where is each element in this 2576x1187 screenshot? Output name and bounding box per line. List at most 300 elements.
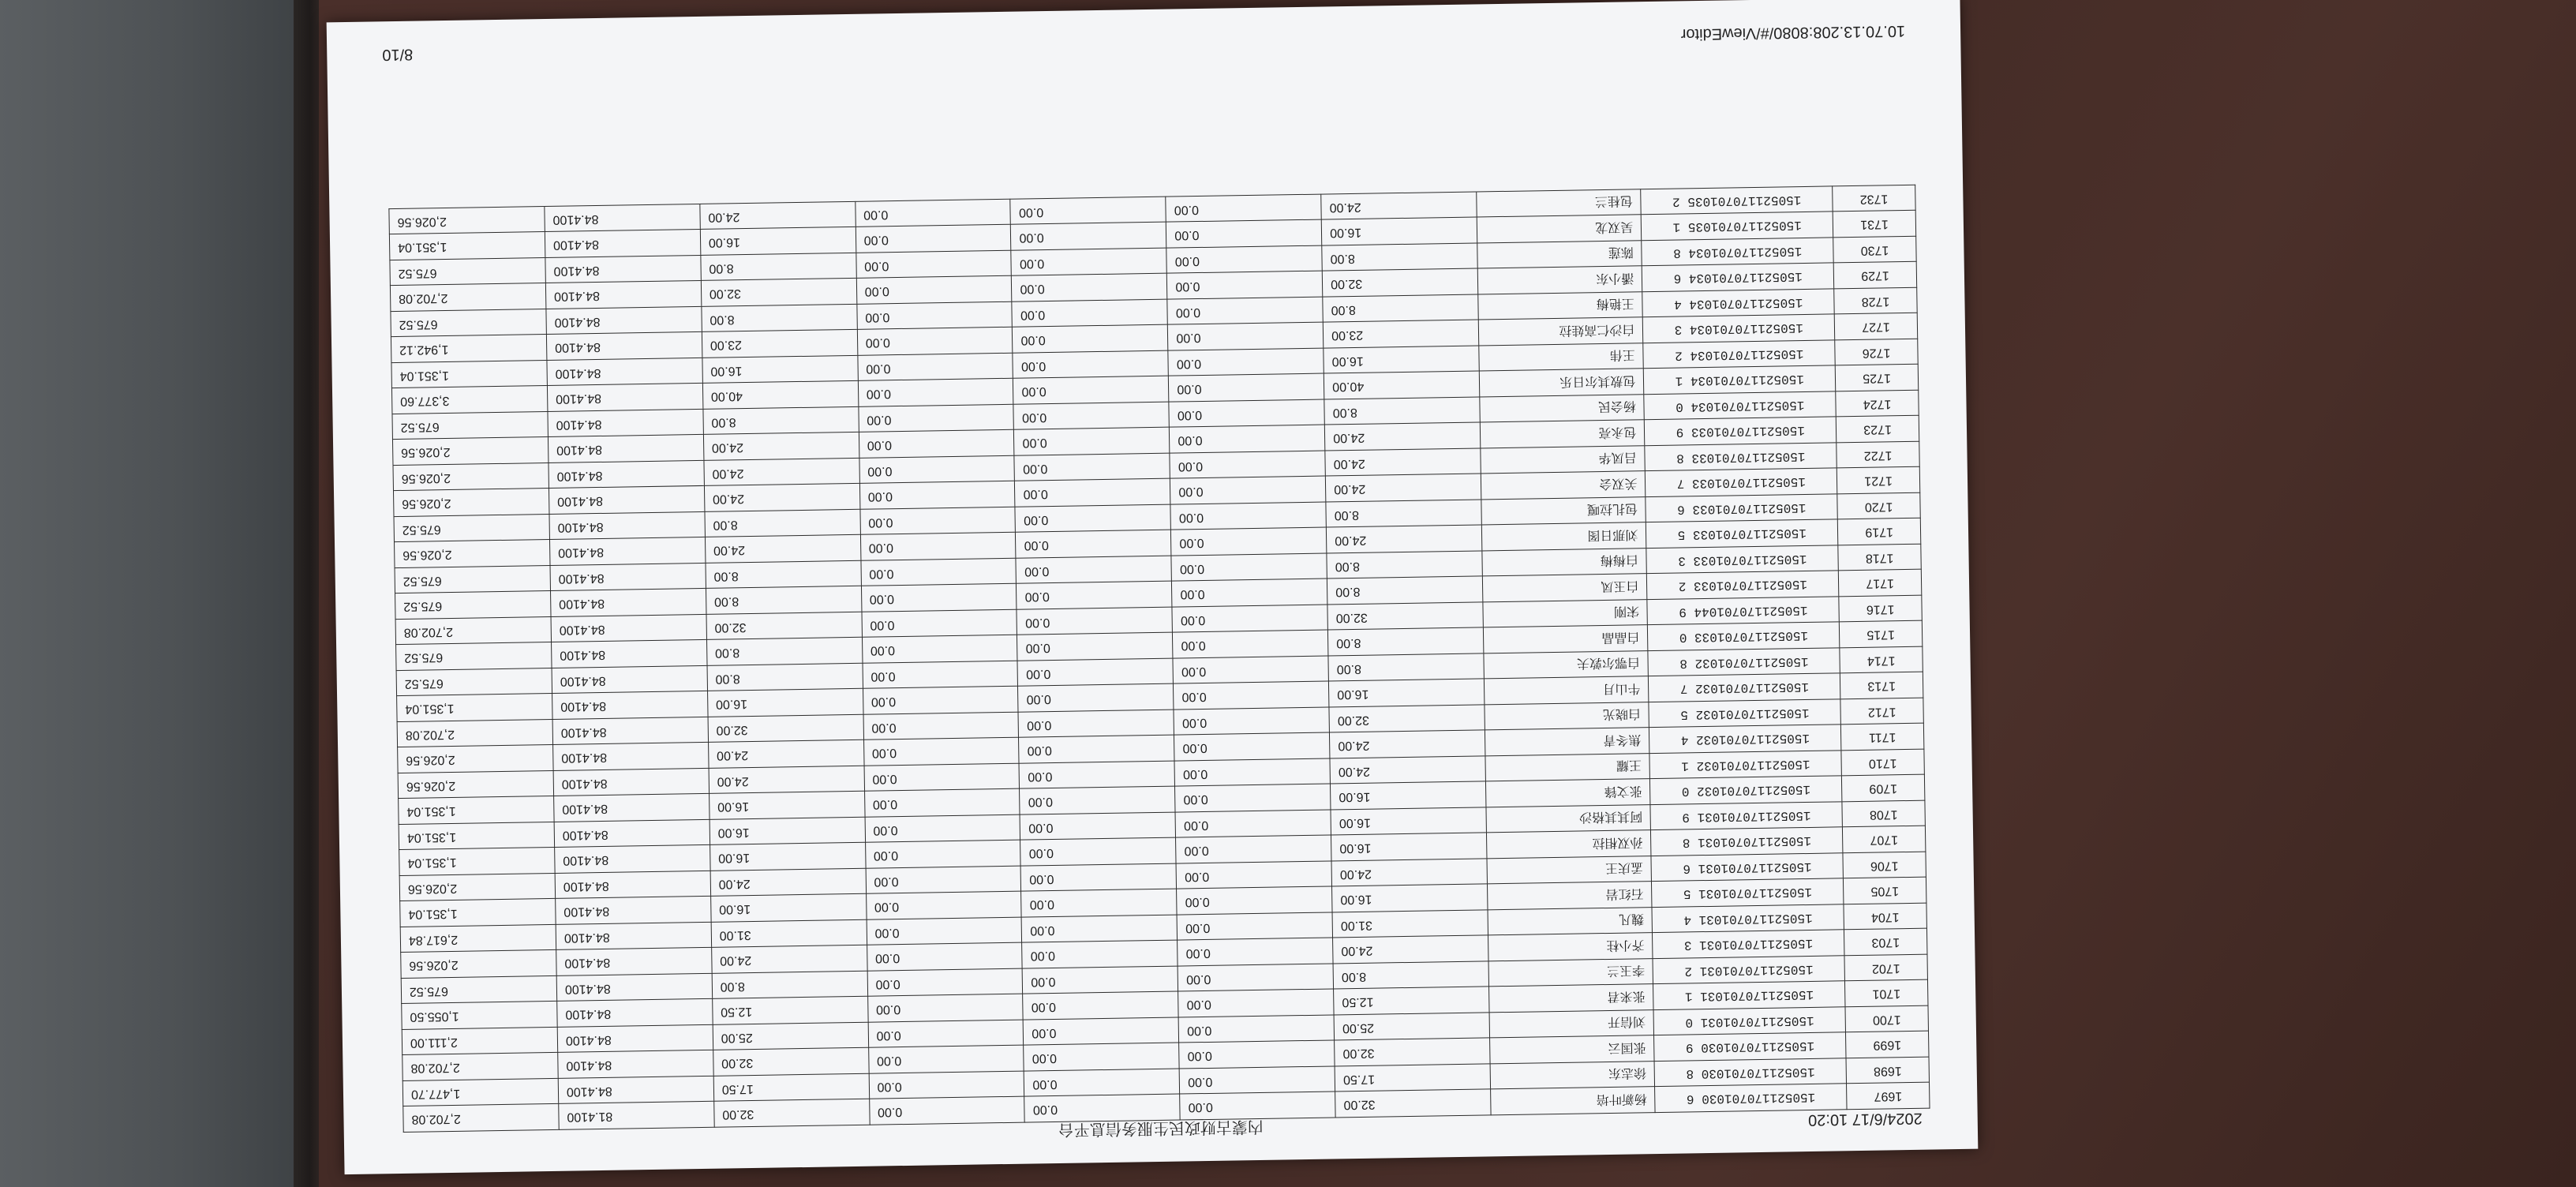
table-cell: 0.00	[860, 507, 1016, 535]
table-cell: 0.00	[859, 481, 1015, 510]
table-cell: 24.00	[1326, 474, 1481, 502]
table-cell: 1725	[1835, 365, 1918, 391]
table-cell: 1710	[1841, 749, 1924, 776]
table-cell: 84.4100	[556, 973, 712, 1002]
table-cell: 0.00	[867, 917, 1022, 945]
subsidy-table	[388, 185, 1930, 1133]
table-cell: 0.00	[1171, 553, 1327, 582]
table-cell: 24.00	[1324, 422, 1480, 451]
table-cell: 25.00	[713, 1022, 868, 1050]
table-cell: 2,026.56	[393, 489, 549, 517]
table-cell: 白玉凤	[1482, 574, 1647, 602]
table-cell: 1724	[1836, 390, 1919, 417]
table-cell: 0.00	[1017, 633, 1173, 661]
table-cell: 0.00	[867, 968, 1023, 997]
table-cell: 150521170701033 2	[1647, 571, 1839, 599]
table-cell: 关双会	[1481, 471, 1646, 500]
table-cell: 0.00	[1016, 556, 1171, 584]
table-cell: 1,055.50	[402, 1002, 557, 1030]
table-cell: 150521170701035 1	[1642, 212, 1833, 240]
table-cell: 1,351.04	[399, 796, 554, 825]
table-cell: 32.00	[1322, 268, 1477, 297]
table-cell: 0.00	[869, 1071, 1024, 1099]
table-cell: 0.00	[1172, 579, 1327, 608]
table-cell: 0.00	[1167, 297, 1323, 325]
table-cell: 17.50	[1335, 1064, 1490, 1092]
table-cell: 32.00	[1329, 705, 1485, 733]
table-cell: 8.00	[1328, 627, 1484, 656]
table-cell: 0.00	[1014, 428, 1170, 456]
table-cell: 1720	[1837, 492, 1920, 519]
table-cell: 0.00	[1168, 323, 1324, 351]
table-cell: 2,111.00	[402, 1027, 557, 1055]
table-cell: 84.4100	[547, 384, 702, 412]
table-cell: 84.4100	[547, 358, 702, 386]
table-cell: 0.00	[1012, 299, 1167, 328]
table-cell: 2,702.08	[397, 719, 552, 747]
table-cell: 8.00	[1324, 397, 1480, 425]
table-cell: 8.00	[1323, 294, 1478, 323]
table-cell: 王艳梅	[1478, 292, 1643, 320]
table-cell: 白沙仁高娃拉	[1478, 317, 1643, 346]
table-cell: 8.00	[1327, 576, 1483, 605]
table-cell: 0.00	[1178, 964, 1333, 992]
table-cell: 0.00	[1173, 656, 1328, 684]
table-cell: 0.00	[1170, 425, 1325, 454]
table-cell: 150521170701031 1	[1653, 981, 1845, 1009]
table-cell: 吕凤华	[1481, 446, 1646, 474]
table-cell: 0.00	[1174, 682, 1329, 710]
table-cell: 150521170701030 9	[1654, 1032, 1846, 1061]
table-cell: 张文锋	[1485, 779, 1650, 807]
printed-page	[327, 0, 1979, 1174]
table-cell: 675.52	[396, 668, 552, 696]
table-cell: 0.00	[1024, 1017, 1179, 1046]
table-cell: 16.00	[1332, 884, 1488, 912]
table-cell: 150521170701033 0	[1648, 622, 1840, 650]
table-cell: 1,351.04	[400, 899, 556, 927]
table-cell: 0.00	[1013, 350, 1168, 379]
table-cell: 12.50	[1334, 987, 1489, 1015]
table-cell: 0.00	[1022, 915, 1178, 943]
table-cell: 0.00	[868, 1020, 1024, 1048]
table-cell: 24.00	[711, 945, 867, 974]
table-cell: 0.00	[857, 353, 1013, 381]
table-cell: 16.00	[710, 894, 866, 923]
page-content-upside-down	[327, 0, 1979, 1174]
table-cell: 1718	[1838, 544, 1921, 571]
table-cell: 16.00	[1321, 217, 1477, 245]
table-cell: 0.00	[855, 199, 1010, 227]
table-cell: 1722	[1837, 441, 1919, 468]
table-cell: 0.00	[1017, 582, 1172, 610]
table-cell: 2,026.56	[395, 540, 550, 568]
table-cell: 32.00	[1335, 1089, 1491, 1118]
table-cell: 包扎拉嘎	[1481, 497, 1646, 526]
table-cell: 32.00	[713, 1099, 869, 1128]
table-cell: 16.00	[1324, 346, 1479, 374]
table-cell: 白梅梅	[1482, 549, 1647, 577]
table-cell: 8.00	[1322, 243, 1477, 271]
table-cell: 84.4100	[556, 922, 711, 950]
table-cell: 16.00	[1329, 679, 1485, 707]
table-cell: 1701	[1845, 980, 1928, 1007]
table-cell: 包永亮	[1480, 420, 1645, 448]
table-cell: 2,026.56	[399, 873, 555, 901]
table-cell: 1,351.04	[389, 232, 545, 260]
table-cell: 0.00	[864, 789, 1020, 818]
table-cell: 包敖其尔日乐	[1479, 369, 1644, 397]
table-cell: 白晶晶	[1483, 625, 1648, 653]
table-cell: 84.4100	[553, 768, 709, 796]
table-cell: 81.4100	[559, 1102, 714, 1130]
table-cell: 0.00	[1178, 1015, 1334, 1043]
table-cell: 8.00	[701, 253, 856, 281]
table-cell: 0.00	[863, 661, 1018, 689]
table-cell: 84.4100	[550, 563, 706, 591]
table-cell: 1709	[1842, 775, 1925, 802]
table-cell: 0.00	[1017, 607, 1172, 635]
table-cell: 0.00	[1173, 631, 1328, 659]
table-cell: 0.00	[856, 225, 1011, 253]
table-cell: 0.00	[1024, 1069, 1180, 1097]
table-cell: 150521170701032 7	[1649, 673, 1840, 702]
table-cell: 1,351.04	[399, 848, 555, 876]
table-cell: 84.4100	[549, 486, 704, 515]
table-cell: 32.00	[701, 279, 856, 307]
table-cell: 150521170701033 3	[1646, 545, 1838, 574]
page-footer	[382, 15, 1905, 70]
table-cell: 0.00	[863, 738, 1019, 766]
table-cell: 84.4100	[558, 1076, 713, 1104]
table-cell: 1729	[1833, 262, 1916, 289]
table-cell: 包桂兰	[1477, 189, 1642, 218]
table-cell: 150521170701034 2	[1643, 340, 1835, 369]
table-cell: 675.52	[396, 642, 552, 671]
table-cell: 31.00	[1332, 910, 1488, 938]
table-cell: 24.00	[704, 458, 859, 486]
table-cell: 0.00	[1169, 374, 1324, 403]
table-cell: 84.4100	[549, 511, 705, 540]
table-cell: 40.00	[702, 381, 858, 410]
table-cell: 24.00	[1330, 730, 1485, 758]
table-cell: 24.00	[704, 484, 859, 512]
table-cell: 1708	[1842, 800, 1925, 827]
table-cell: 0.00	[859, 404, 1014, 432]
desk-edge	[294, 0, 320, 1187]
table-cell: 0.00	[1168, 348, 1324, 376]
table-cell: 0.00	[1175, 784, 1331, 812]
table-cell: 8.00	[702, 304, 857, 332]
table-cell: 2,026.56	[392, 437, 548, 466]
table-cell: 16.00	[702, 355, 858, 384]
table-cell: 84.4100	[555, 845, 710, 874]
table-cell: 杨新叶培	[1491, 1087, 1656, 1115]
table-cell: 25.00	[1334, 1013, 1489, 1041]
table-cell: 84.4100	[554, 819, 710, 848]
table-cell: 84.4100	[550, 589, 706, 617]
table-cell: 2,026.56	[398, 770, 553, 799]
table-cell: 0.00	[1174, 707, 1329, 736]
table-cell: 0.00	[861, 584, 1017, 612]
table-cell: 150521170701033 6	[1646, 494, 1837, 522]
table-cell: 150521170701034 8	[1642, 238, 1833, 266]
table-cell: 150521170701034 1	[1644, 365, 1836, 394]
table-cell: 2,026.56	[393, 462, 549, 491]
table-cell: 刘信开	[1489, 1010, 1654, 1039]
table-cell: 1721	[1837, 467, 1920, 494]
table-cell: 8.00	[712, 971, 867, 999]
table-body	[389, 185, 1930, 1132]
table-cell: 孙双相拉	[1486, 830, 1651, 859]
table-cell: 1713	[1840, 672, 1923, 699]
table-cell: 1702	[1844, 954, 1927, 981]
table-cell: 0.00	[1169, 399, 1324, 428]
table-cell: 84.4100	[545, 230, 700, 258]
table-cell: 8.00	[706, 560, 861, 589]
table-cell: 84.4100	[551, 614, 706, 642]
table-cell: 0.00	[1180, 1092, 1335, 1120]
table-cell: 2,702.08	[402, 1053, 558, 1081]
table-cell: 675.52	[401, 975, 556, 1004]
table-cell: 8.00	[705, 509, 860, 537]
table-cell: 0.00	[868, 1046, 1024, 1074]
table-cell: 0.00	[1019, 736, 1174, 764]
table-cell: 0.00	[1011, 223, 1166, 251]
table-cell: 150521170701033 8	[1645, 443, 1837, 471]
table-cell: 84.4100	[552, 691, 707, 720]
table-cell: 675.52	[395, 565, 550, 594]
table-cell: 8.00	[1333, 961, 1488, 990]
table-cell: 0.00	[869, 1097, 1024, 1125]
table-cell: 84.4100	[552, 665, 707, 694]
table-cell: 0.00	[1175, 810, 1331, 838]
table-cell: 150521170701034 4	[1642, 289, 1834, 317]
table-cell: 84.4100	[548, 409, 703, 437]
table-cell: 675.52	[395, 591, 551, 620]
table-cell: 0.00	[1018, 684, 1174, 713]
table-cell: 24.00	[700, 201, 856, 230]
table-cell: 24.00	[1327, 525, 1482, 553]
table-cell: 0.00	[864, 763, 1020, 792]
table-cell: 24.00	[705, 535, 860, 564]
table-cell: 0.00	[1170, 502, 1326, 530]
table-cell: 16.00	[710, 843, 865, 871]
table-cell: 0.00	[1018, 710, 1174, 738]
table-cell: 2,026.56	[398, 745, 553, 773]
table-cell: 150521170701032 4	[1649, 725, 1841, 753]
table-cell: 32.00	[708, 714, 863, 743]
table-cell: 0.00	[857, 328, 1013, 356]
table-cell: 40.00	[1324, 371, 1479, 399]
table-cell: 0.00	[1013, 325, 1168, 354]
table-cell: 0.00	[1021, 863, 1177, 892]
table-cell: 1719	[1838, 519, 1921, 545]
table-cell: 0.00	[1013, 402, 1169, 430]
table-cell: 0.00	[862, 609, 1017, 638]
table-cell: 150521170701030 8	[1654, 1058, 1846, 1087]
table-cell: 0.00	[856, 250, 1011, 279]
table-cell: 16.00	[700, 227, 856, 256]
table-cell: 石红岩	[1487, 882, 1652, 910]
table-cell: 0.00	[1013, 376, 1169, 405]
table-cell: 白晓光	[1485, 702, 1649, 731]
table-cell: 24.00	[708, 740, 863, 769]
table-cell: 1723	[1837, 416, 1919, 443]
table-cell: 0.00	[861, 558, 1017, 586]
table-cell: 150521170701034 3	[1643, 314, 1835, 343]
table-cell: 150521170701033 7	[1646, 468, 1837, 496]
table-cell: 150521170701033 9	[1645, 417, 1837, 445]
table-cell: 1,477.70	[402, 1078, 558, 1106]
table-cell: 0.00	[1176, 835, 1331, 863]
table-cell: 675.52	[390, 258, 545, 286]
table-cell: 1703	[1844, 929, 1927, 956]
table-cell: 0.00	[1166, 194, 1321, 223]
table-cell: 32.00	[1327, 602, 1483, 631]
print-timestamp: 2024/6/17 10:20	[1807, 1110, 1923, 1129]
table-cell: 0.00	[1016, 530, 1171, 559]
table-cell: 0.00	[858, 379, 1013, 407]
table-cell: 150521170701031 3	[1653, 930, 1844, 958]
table-cell: 84.4100	[546, 306, 702, 335]
table-cell: 150521170701034 6	[1642, 263, 1834, 291]
table-cell: 0.00	[860, 533, 1016, 561]
table-cell: 150521170701034 0	[1644, 391, 1836, 420]
table-cell: 84.4100	[557, 999, 713, 1028]
table-cell: 0.00	[1024, 1095, 1180, 1123]
table-cell: 1700	[1845, 1005, 1928, 1032]
table-cell: 1731	[1833, 211, 1915, 238]
table-cell: 1704	[1844, 903, 1926, 930]
table-cell: 2,702.08	[395, 616, 551, 645]
table-cell: 1706	[1843, 852, 1926, 878]
table-cell: 1707	[1843, 826, 1926, 853]
table-cell: 84.4100	[556, 948, 712, 976]
table-cell: 84.4100	[552, 717, 708, 745]
table-cell: 牛山月	[1484, 676, 1649, 705]
table-cell: 1716	[1839, 595, 1922, 622]
table-cell: 0.00	[1177, 912, 1332, 941]
table-cell: 84.4100	[554, 794, 710, 822]
table-cell: 17.50	[713, 1073, 869, 1102]
table-cell: 0.00	[1178, 938, 1333, 966]
table-cell: 150521170701031 2	[1653, 956, 1844, 984]
table-cell: 0.00	[865, 841, 1020, 869]
table-cell: 0.00	[1166, 245, 1322, 274]
table-cell: 刘那日图	[1481, 522, 1646, 551]
table-cell: 24.00	[1325, 448, 1481, 477]
table-cell: 焦冬青	[1485, 728, 1649, 756]
table-cell: 0.00	[1020, 838, 1176, 867]
table-cell: 0.00	[1020, 787, 1175, 815]
wall-background	[0, 0, 300, 1187]
table-cell: 潘小东	[1477, 266, 1642, 294]
table-cell: 陈莲	[1477, 241, 1642, 269]
table-cell: 84.4100	[549, 537, 705, 566]
platform-title: 内蒙古财政民生服务信息平台	[1058, 1118, 1264, 1139]
table-cell: 1717	[1839, 570, 1922, 597]
table-cell: 150521170701035 2	[1641, 186, 1833, 215]
table-cell: 1732	[1833, 185, 1915, 212]
table-cell: 3,377.60	[391, 386, 547, 414]
table-cell: 齐小柱	[1488, 933, 1653, 961]
table-cell: 24.00	[710, 868, 866, 897]
table-cell: 150521170701044 9	[1647, 597, 1839, 625]
table-cell: 0.00	[1020, 812, 1176, 841]
table-cell: 1697	[1847, 1083, 1930, 1110]
table-cell: 0.00	[1015, 479, 1170, 507]
table-cell: 1,351.04	[397, 694, 552, 722]
table-cell: 8.00	[1328, 653, 1484, 682]
table-cell: 84.4100	[548, 435, 703, 463]
table-cell: 张来君	[1489, 984, 1654, 1013]
table-cell: 84.4100	[545, 255, 701, 283]
table-cell: 2,702.08	[390, 283, 545, 312]
table-cell: 0.00	[856, 301, 1012, 330]
table-cell: 1714	[1840, 646, 1923, 673]
table-cell: 0.00	[866, 866, 1021, 894]
table-cell: 0.00	[859, 430, 1014, 459]
table-cell: 1,942.12	[391, 335, 546, 363]
table-cell: 0.00	[1023, 966, 1178, 994]
table-cell: 16.00	[1331, 807, 1486, 836]
table-cell: 0.00	[863, 712, 1019, 740]
table-cell: 杨会民	[1480, 395, 1645, 423]
table-cell: 84.4100	[545, 281, 701, 309]
table-cell: 8.00	[707, 663, 863, 691]
table-cell: 吴双龙	[1477, 215, 1642, 243]
table-cell: 0.00	[1171, 528, 1327, 556]
table-cell: 0.00	[867, 943, 1022, 972]
page-url: 10.70.13.208:8080/#/ViewEditor	[1680, 22, 1906, 43]
table-cell: 0.00	[1021, 889, 1177, 918]
table-cell: 0.00	[1011, 248, 1166, 276]
table-cell: 阿其其格沙	[1486, 805, 1651, 833]
table-cell: 675.52	[394, 514, 549, 542]
table-cell: 0.00	[1019, 761, 1174, 789]
table-cell: 31.00	[711, 919, 867, 948]
table-cell: 1728	[1834, 287, 1917, 314]
table-cell: 0.00	[1177, 886, 1332, 915]
table-cell: 32.00	[713, 1048, 868, 1077]
table-cell: 150521170701031 6	[1651, 853, 1843, 882]
table-cell: 张国云	[1490, 1035, 1655, 1064]
table-cell: 84.4100	[551, 640, 706, 668]
table-cell: 魏凡	[1488, 908, 1653, 936]
table-cell: 84.4100	[558, 1050, 713, 1079]
table-cell: 0.00	[1022, 941, 1178, 969]
table-cell: 84.4100	[546, 332, 702, 361]
table-cell: 0.00	[1024, 1043, 1179, 1072]
table-cell: 宋刚	[1483, 600, 1648, 628]
table-cell: 24.00	[1321, 192, 1477, 220]
table-cell: 8.00	[1327, 551, 1482, 579]
table-cell: 0.00	[867, 994, 1023, 1023]
table-cell: 2,026.56	[389, 207, 545, 235]
table-cell: 150521170701031 0	[1653, 1007, 1845, 1035]
table-cell: 0.00	[1167, 271, 1323, 300]
table-cell: 0.00	[866, 892, 1021, 920]
table-cell: 1,351.04	[391, 361, 547, 389]
table-cell: 0.00	[1012, 274, 1167, 302]
table-cell: 150521170701030 6	[1655, 1084, 1847, 1112]
table-cell: 16.00	[707, 689, 863, 717]
table-cell: 1698	[1846, 1057, 1929, 1084]
table-cell: 16.00	[1331, 833, 1487, 861]
table-cell: 2,617.84	[400, 924, 556, 953]
table-cell: 8.00	[1326, 500, 1481, 528]
